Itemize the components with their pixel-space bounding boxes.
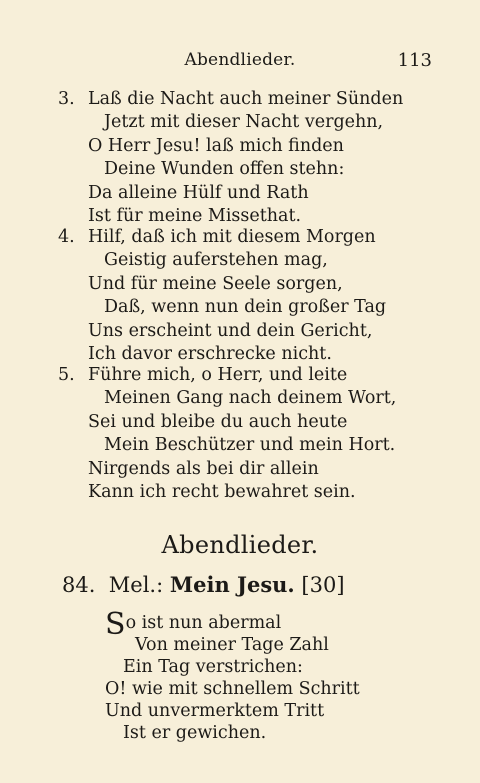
running-title: Abendlieder.	[184, 50, 296, 70]
stanza-4	[58, 226, 418, 366]
verse-line: Uns erscheint und dein Gericht,	[88, 320, 373, 341]
verse-line: Sei und bleibe du auch heute	[88, 411, 348, 432]
verse-line: Nirgends als bei dir allein	[88, 458, 319, 479]
verse-line: Ist für meine Missethat.	[88, 205, 302, 226]
verse-line: 5. Führe mich, o Herr, und leite	[58, 364, 418, 387]
verse-line: Deine Wunden offen stehn:	[104, 159, 345, 180]
verse-line: So ist nun abermal	[105, 607, 282, 642]
page-number: 113	[397, 50, 432, 71]
verse-line: Ein Tag verstrichen:	[123, 657, 303, 677]
verse-line: 4. Hilf, daß ich mit diesem Morgen	[58, 226, 418, 249]
verse-line: O! wie mit schnellem Schritt	[105, 679, 360, 699]
verse-line: Und für meine Seele sorgen,	[88, 273, 343, 294]
hymn-header	[62, 572, 345, 597]
melody-prefix: Mel.:	[108, 573, 164, 597]
stanza-number: 3.	[58, 89, 75, 109]
melody-title: Mein Jesu.	[169, 572, 295, 597]
stanza-3	[58, 88, 418, 228]
verse-line: Mein Beschützer und mein Hort.	[104, 435, 396, 456]
hymn-reference: [30]	[301, 573, 345, 597]
verse-line: Ich davor erschrecke nicht.	[88, 343, 332, 364]
verse-line: Da alleine Hülf und Rath	[88, 182, 309, 203]
section-heading: Abendlieder.	[161, 531, 319, 559]
verse-line: Von meiner Tage Zahl	[135, 635, 329, 655]
stanza-number: 5.	[58, 365, 75, 385]
running-head	[0, 50, 480, 74]
stanza-number: 4.	[58, 227, 75, 247]
verse-line: Kann ich recht bewahret sein.	[88, 481, 356, 502]
verse-line: Und unvermerktem Tritt	[105, 701, 325, 721]
stanza-5	[58, 364, 418, 504]
drop-initial: S	[105, 607, 126, 642]
verse-line: Jetzt mit dieser Nacht vergehn,	[104, 112, 384, 133]
verse-line: Meinen Gang nach deinem Wort,	[104, 388, 397, 409]
verse-line: 3. Laß die Nacht auch meiner Sünden	[58, 88, 418, 111]
verse-line: Daß, wenn nun dein großer Tag	[104, 297, 387, 318]
hymn-84-text	[105, 607, 405, 744]
hymn-number: 84.	[62, 573, 96, 597]
verse-line: Ist er gewichen.	[123, 723, 267, 743]
verse-line: Geistig auferstehen mag,	[104, 250, 328, 271]
verse-line: O Herr Jesu! laß mich finden	[88, 135, 344, 156]
